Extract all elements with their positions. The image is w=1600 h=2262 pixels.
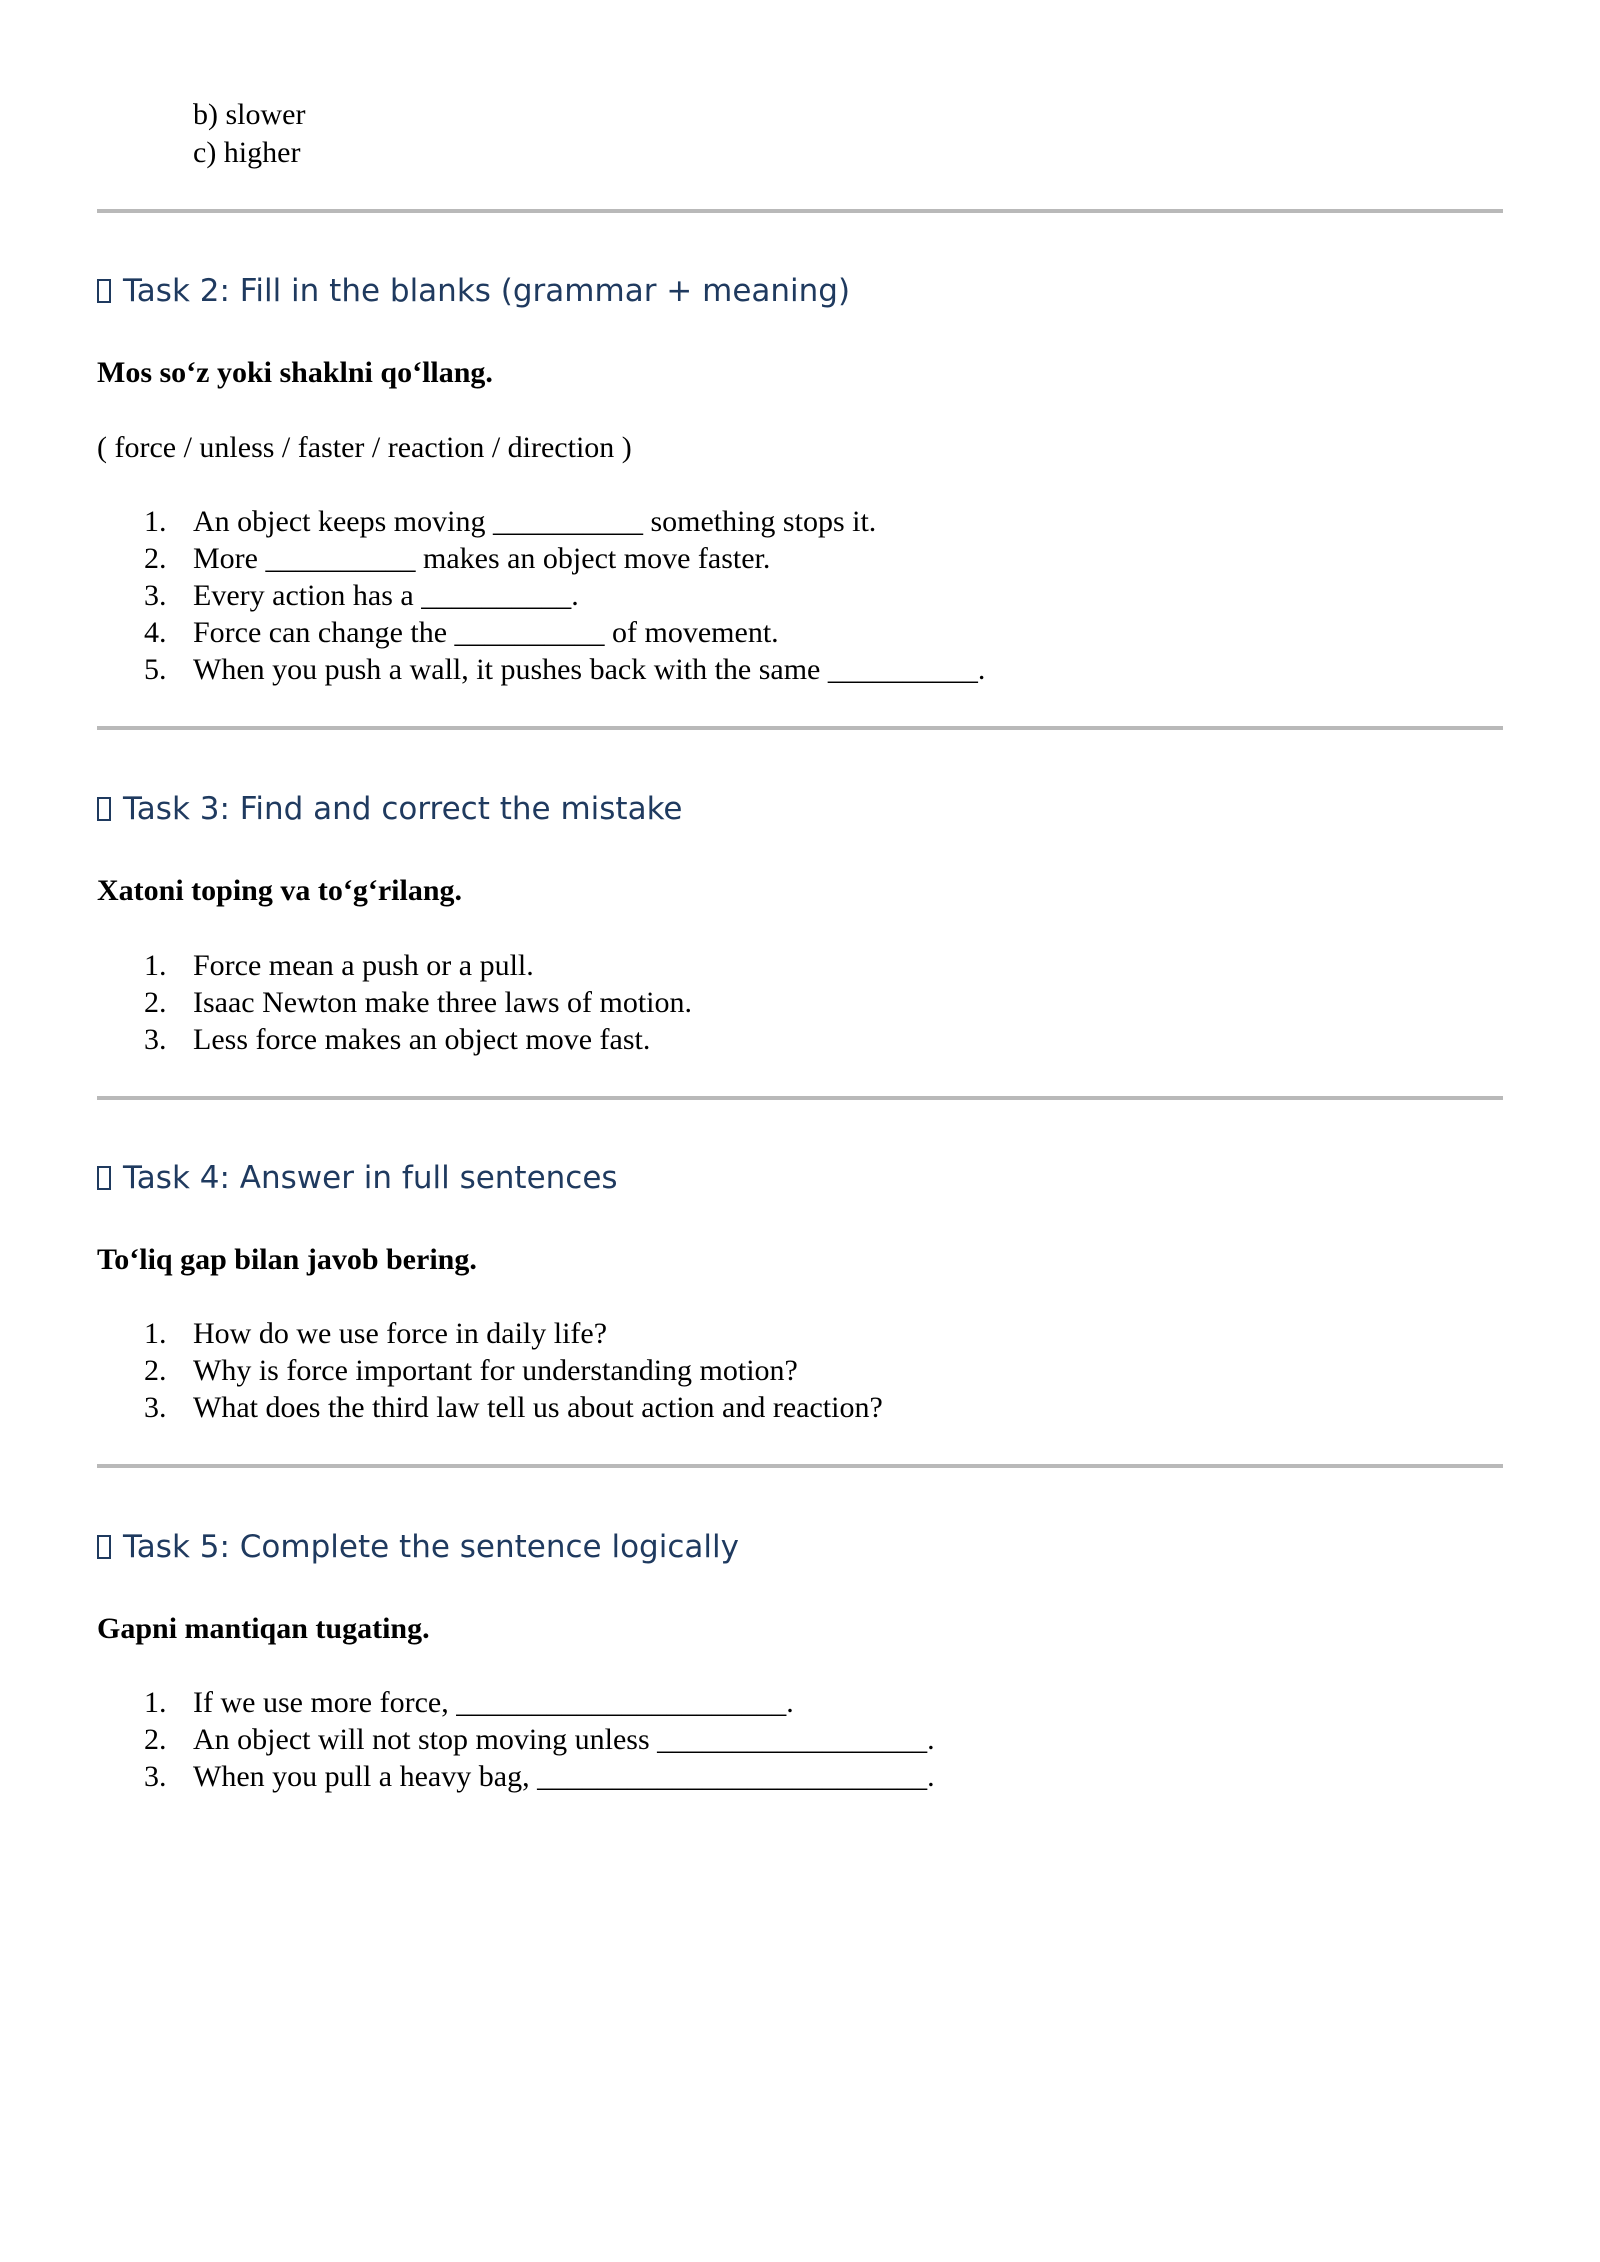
task-4-instruction: To‘liq gap bilan javob bering.	[97, 1243, 477, 1276]
list-item: 3. Less force makes an object move fast.	[144, 1023, 651, 1056]
list-item: 3. When you pull a heavy bag, __________________________.	[144, 1760, 935, 1793]
list-item: 2. More __________ makes an object move faster.	[144, 542, 771, 575]
task-5-list	[144, 1684, 935, 1795]
list-item: 5. When you push a wall, it pushes back with the same __________.	[144, 653, 986, 686]
task-2-word-bank: ( force / unless / faster / reaction / direction )	[97, 431, 632, 464]
task-3-title: Task 3: Find and correct the mistake	[97, 789, 682, 829]
task-3-instruction: Xatoni toping va to‘g‘rilang.	[97, 874, 463, 907]
task-4-title: Task 4: Answer in full sentences	[97, 1158, 618, 1198]
list-item: 1. How do we use force in daily life?	[144, 1317, 608, 1350]
list-item: 4. Force can change the __________ of movement.	[144, 616, 779, 649]
list-item: 3. Every action has a __________.	[144, 579, 579, 612]
missing-glyph-icon	[97, 1166, 111, 1190]
answer-options	[193, 96, 305, 172]
divider	[97, 1464, 1503, 1468]
list-item: 2. Why is force important for understanding motion?	[144, 1354, 798, 1387]
task-5-title: Task 5: Complete the sentence logically	[97, 1527, 739, 1567]
divider	[97, 209, 1503, 213]
option-b: b) slower	[193, 98, 306, 131]
list-item: 2. An object will not stop moving unless __________________.	[144, 1723, 935, 1756]
missing-glyph-icon	[97, 1535, 111, 1559]
task-3-list	[144, 947, 692, 1058]
option-c: c) higher	[193, 136, 301, 169]
missing-glyph-icon	[97, 279, 111, 303]
list-item: 2. Isaac Newton make three laws of motion.	[144, 986, 692, 1019]
divider	[97, 726, 1503, 730]
list-item: 3. What does the third law tell us about action and reaction?	[144, 1391, 883, 1424]
task-2-instruction: Mos so‘z yoki shaklni qo‘llang.	[97, 356, 493, 389]
task-2-title: Task 2: Fill in the blanks (grammar + meaning)	[97, 271, 850, 311]
list-item: 1. Force mean a push or a pull.	[144, 949, 534, 982]
task-2-list	[144, 503, 985, 688]
list-item: 1. If we use more force, ______________________.	[144, 1686, 794, 1719]
list-item: 1. An object keeps moving __________ something stops it.	[144, 505, 877, 538]
task-5-instruction: Gapni mantiqan tugating.	[97, 1612, 430, 1645]
divider	[97, 1096, 1503, 1100]
task-4-list	[144, 1315, 883, 1426]
missing-glyph-icon	[97, 797, 111, 821]
